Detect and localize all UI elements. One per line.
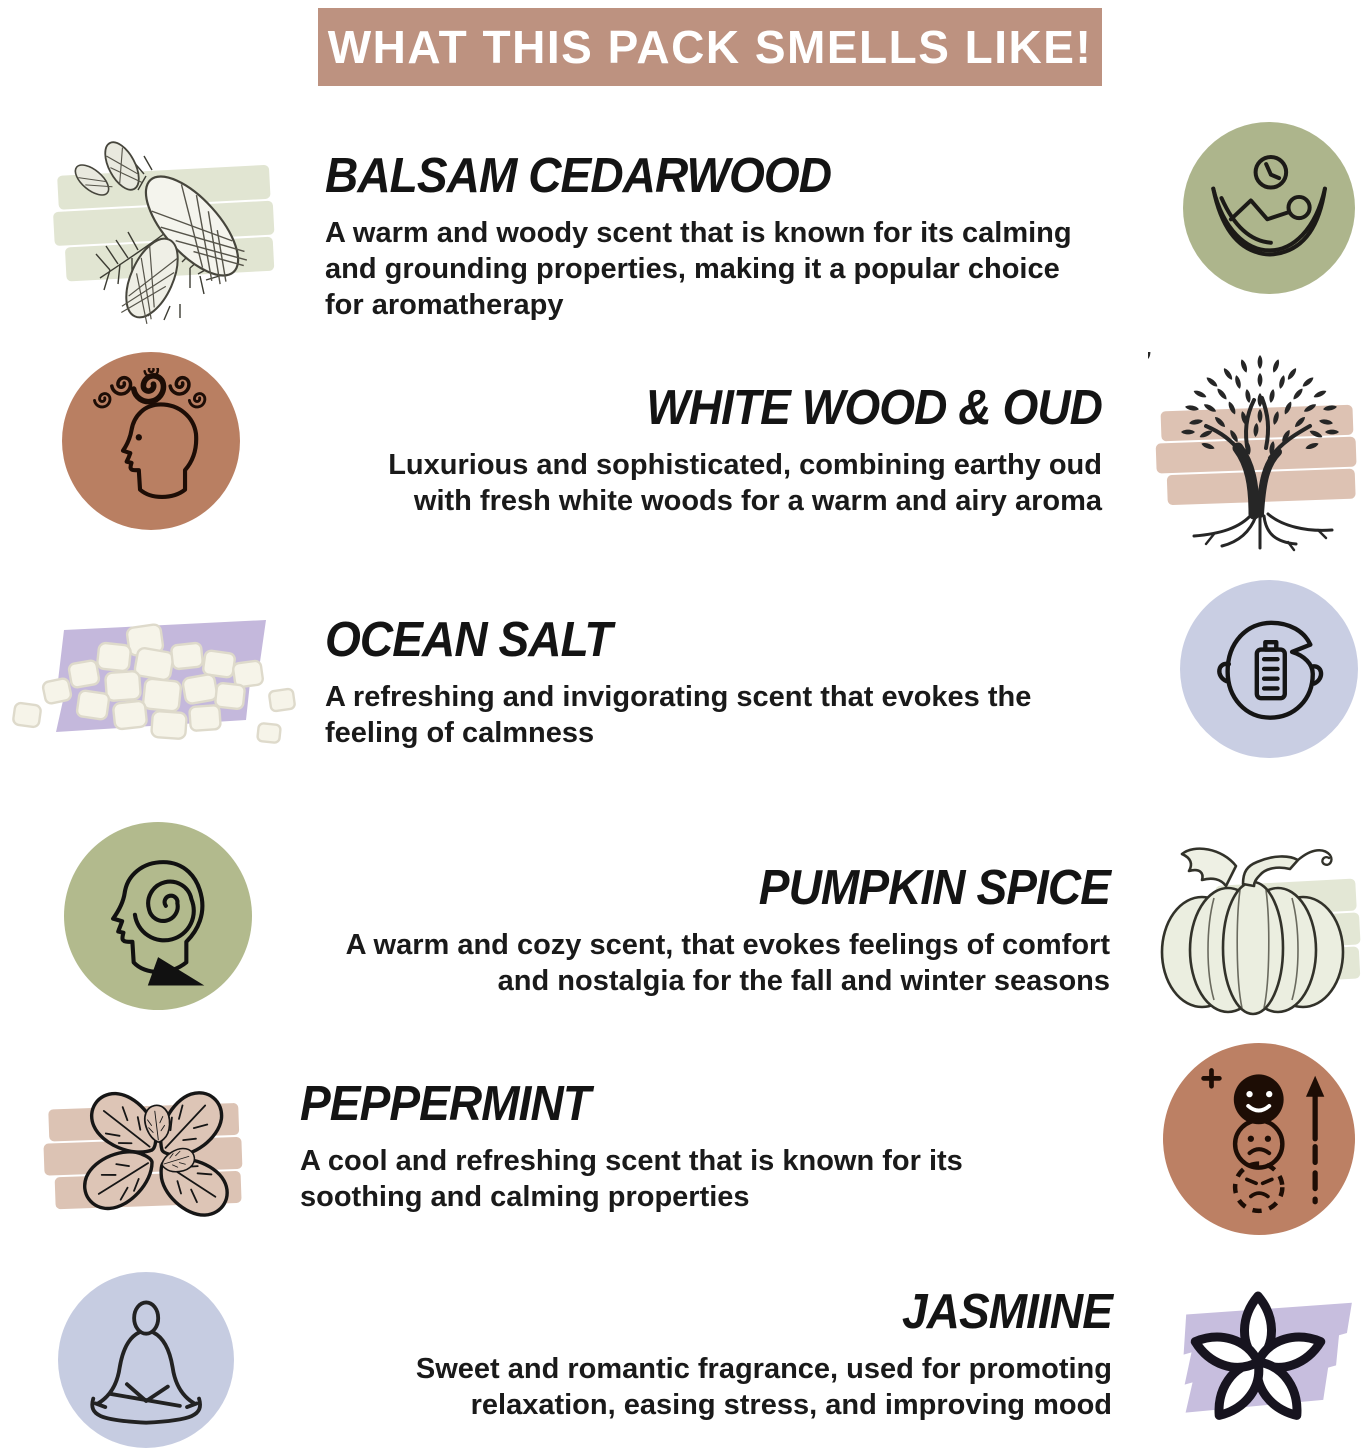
section-peppermint [300, 1076, 1040, 1216]
section-description: A refreshing and invigorating scent that evokes the feeling of calmness [325, 681, 1032, 749]
mood-boost-faces-icon [1163, 1043, 1355, 1235]
section-ocean-salt [325, 612, 1097, 752]
section-title: PUMPKIN SPICE [758, 861, 1110, 915]
spiral-mind-head-icon [64, 822, 252, 1010]
salt-crystals-illustration [8, 592, 300, 768]
head-battery-recharge-icon [1180, 580, 1358, 758]
header-banner [318, 8, 1102, 86]
section-white-wood-oud [340, 380, 1102, 520]
jasmine-flower-illustration [1140, 1270, 1368, 1451]
section-title: WHITE WOOD & OUD [646, 381, 1102, 435]
pinecone-illustration [40, 118, 302, 340]
section-title: BALSAM CEDARWOOD [325, 149, 832, 203]
section-pumpkin-spice [300, 860, 1110, 1000]
section-title: OCEAN SALT [325, 613, 612, 667]
peppermint-leaves-illustration [40, 1058, 270, 1258]
tree-with-roots-illustration [1148, 352, 1366, 552]
section-title: JASMIINE [901, 1285, 1112, 1339]
pumpkin-illustration [1140, 820, 1366, 1037]
section-title: PEPPERMINT [300, 1077, 591, 1131]
rest-hammock-clock-icon [1183, 122, 1355, 294]
section-description: Luxurious and sophisticated, combining earthy oud with fresh white woods for a warm and airy aroma [388, 449, 1102, 517]
section-description: A cool and refreshing scent that is known for its soothing and calming properties [300, 1145, 963, 1213]
section-description: Sweet and romantic fragrance, used for promoting relaxation, easing stress, and improving mood [415, 1353, 1112, 1421]
section-jasmiine [330, 1284, 1112, 1424]
header-title: WHAT THIS PACK SMELLS LIKE! [327, 21, 1093, 73]
meditation-lotus-icon [58, 1272, 234, 1448]
mind-spirals-head-icon [62, 352, 240, 530]
section-description: A warm and cozy scent, that evokes feelings of comfort and nostalgia for the fall and winter seasons [345, 929, 1110, 997]
section-balsam-cedarwood [325, 148, 1105, 324]
section-description: A warm and woody scent that is known for its calming and grounding properties, making it a popular choice for aromatherapy [325, 217, 1072, 321]
